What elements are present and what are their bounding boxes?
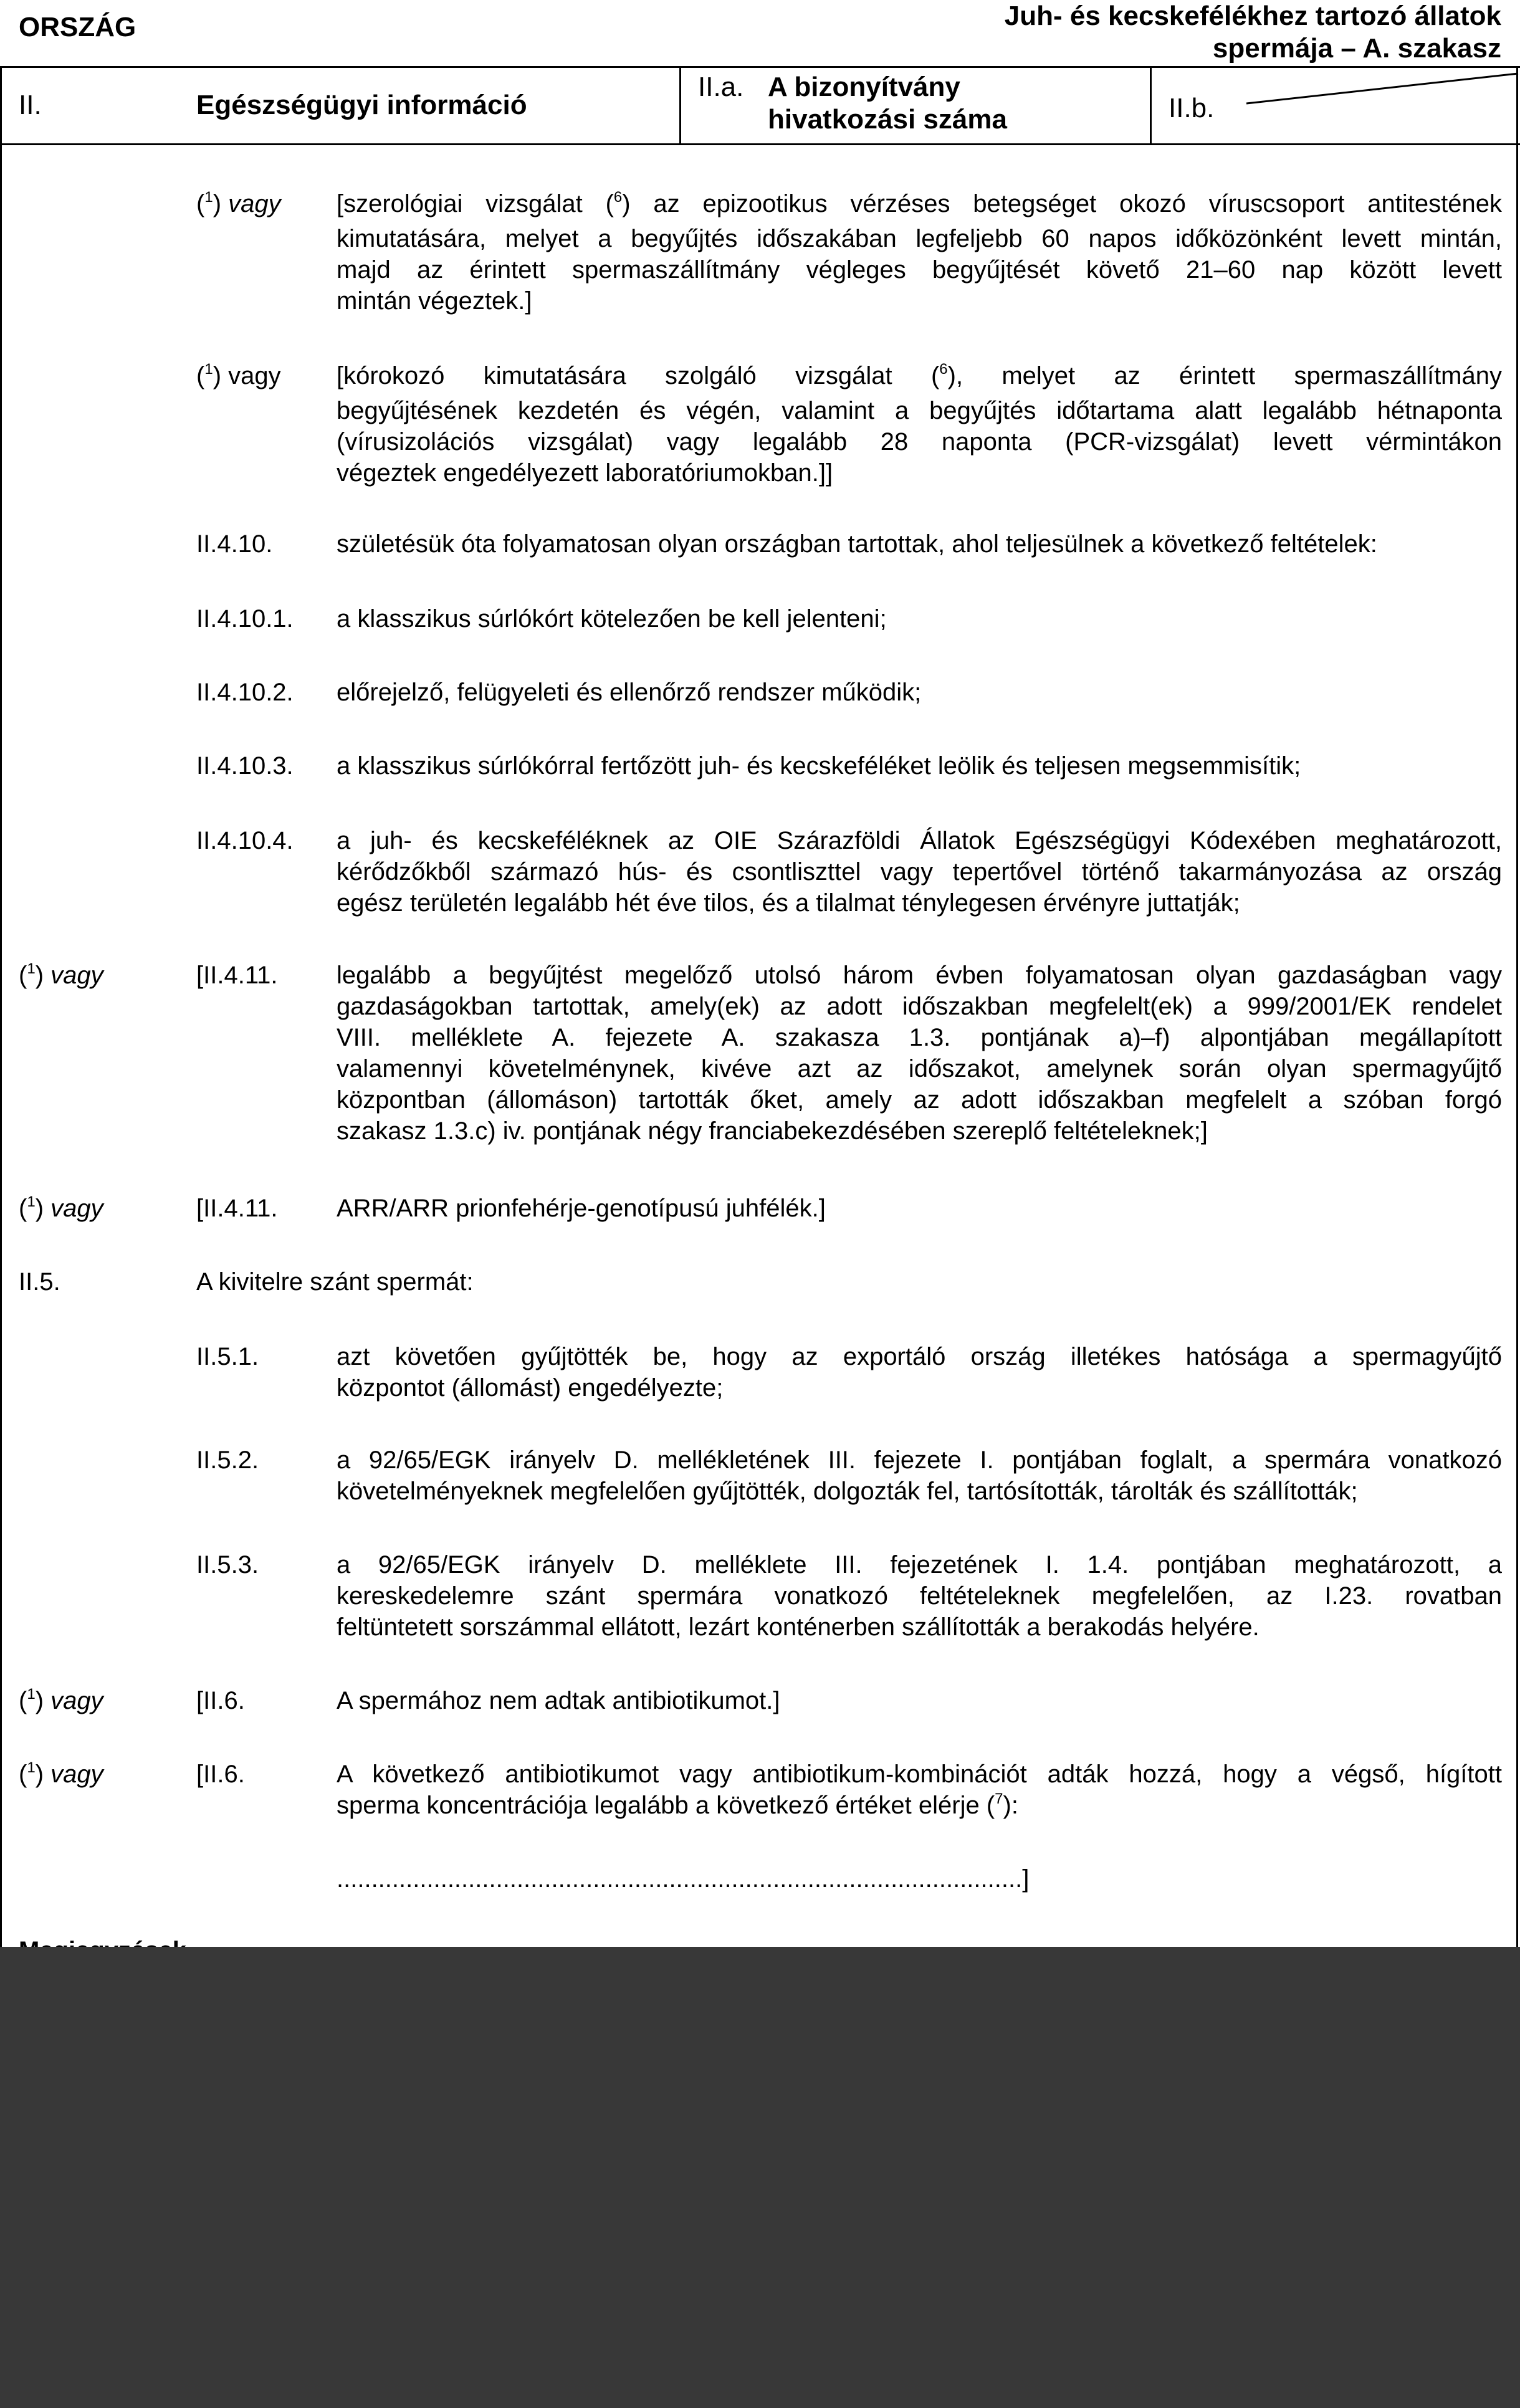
text-line: legalább a begyűjtést megelőző utolsó három évben folyamatosan olyan gazdaságban vagy xyxy=(337,962,1502,989)
text-line: sperma koncentrációja legalább a következő értéket elérje ($^7$): xyxy=(337,1790,1018,1819)
text-line: mintán végeztek.] xyxy=(337,287,532,315)
clause-text: előrejelző, felügyeleti és ellenőrző rendszer működik; xyxy=(337,679,922,706)
clause-number: [II.4.11. xyxy=(196,962,278,989)
ref-b-label: II.b. xyxy=(1169,93,1215,123)
pathogen-test-paragraph xyxy=(337,360,1502,489)
text-line: [kórokozó kimutatására szolgáló vizsgálat ($^6$), melyet az érintett spermaszállítmány xyxy=(337,361,1502,389)
clause-text xyxy=(337,1341,1502,1403)
text-line: feltüntetett sorszámmal ellátott, lezárt konténerben szállították a berakodás helyére. xyxy=(337,1613,1259,1641)
redaction-band xyxy=(0,1947,1520,2408)
text-line: majd az érintett spermaszállítmány végleges begyűjtését követő 21–60 nap között levett xyxy=(337,256,1502,284)
clause-text xyxy=(337,825,1502,919)
option-word: vagy xyxy=(50,1195,103,1222)
footnote-ref: 7 xyxy=(995,1790,1003,1807)
footnote-ref: 1 xyxy=(204,361,213,378)
option-marker: ($^1$) vagy xyxy=(19,960,103,989)
text-line: [szerológiai vizsgálat ($^6$) az epizootikus vérzéses betegséget okozó víruscsoport antitestének xyxy=(337,189,1503,217)
section-text: A kivitelre szánt spermát: xyxy=(196,1268,474,1296)
clause-text xyxy=(337,960,1502,1147)
country-label: ORSZÁG xyxy=(19,12,136,42)
footnote-ref: 6 xyxy=(613,189,623,206)
text-line: A következő antibiotikumot vagy antibiotikum-kombinációt adták hozzá, hogy a végső, hígított xyxy=(337,1761,1502,1788)
text-line: a juh- és kecskeféléknek az OIE Szárazföldi Állatok Egészségügyi Kódexében meghatározott, xyxy=(337,827,1502,854)
text-line: kimutatására, melyet a begyűjtés időszakában legfeljebb 60 napos időközönként levett mintán, xyxy=(337,225,1502,252)
antibiotic-fill-in-line: ...................................................................................................] xyxy=(337,1865,1030,1893)
option-marker: ($^1$) vagy xyxy=(19,1193,103,1222)
text-line: egész területén legalább hét éve tilos, és a tilalmat ténylegesen érvényre juttatják; xyxy=(337,889,1240,917)
option-marker: ($^1$) vagy xyxy=(196,361,281,389)
text-line: kérődzőkből származó hús- és csontliszttel vagy tepertővel történő takarmányozása az ország xyxy=(337,858,1502,886)
reference-number-title-line2: hivatkozási száma xyxy=(768,104,1007,135)
section-number: II. xyxy=(19,90,42,120)
clause-number: II.4.10. xyxy=(196,530,273,558)
text-line: valamennyi követelménynek, kivéve azt az időszakot, amelynek során olyan spermagyűjtő xyxy=(337,1055,1502,1082)
certificate-title-line2: spermája – A. szakasz xyxy=(1212,33,1501,64)
clause-number: II.4.10.2. xyxy=(196,679,294,706)
option-word: vagy xyxy=(50,1761,103,1788)
clause-text: a klasszikus súrlókórral fertőzött juh- és kecskeféléket leölik és teljesen megsemmisítik; xyxy=(337,752,1301,780)
clause-number: II.4.10.3. xyxy=(196,752,294,780)
footnote-ref: 1 xyxy=(27,1759,36,1776)
text-line: gazdaságokban tartottak, amely(ek) az adott időszakban megfelelt(ek) a 999/2001/EK rendelet xyxy=(337,993,1502,1020)
clause-text xyxy=(337,1549,1502,1643)
certificate-title-line1: Juh- és kecskefélékhez tartozó állatok xyxy=(1004,1,1501,31)
text-line: (vírusizolációs vizsgálat) vagy legalább 28 naponta (PCR-vizsgálat) levett vérmintákon xyxy=(337,428,1502,456)
option-marker: ($^1$) vagy xyxy=(19,1759,103,1788)
footnote-ref: 1 xyxy=(27,960,36,977)
clause-text: a klasszikus súrlókórt kötelezően be kell jelenteni; xyxy=(337,605,887,633)
clause-number: II.4.10.4. xyxy=(196,827,294,854)
ref-a-label: II.a. xyxy=(698,72,744,102)
section-number: II.5. xyxy=(19,1268,60,1296)
clause-number: II.5.1. xyxy=(196,1343,259,1370)
text-line: a 92/65/EGK irányelv D. melléklete III. fejezetének I. 1.4. pontjában meghatározott, a xyxy=(337,1551,1502,1579)
option-word: vagy xyxy=(228,362,281,389)
option-marker: ($^1$) vagy xyxy=(196,189,281,217)
clause-number: II.4.10.1. xyxy=(196,605,294,633)
option-word: vagy xyxy=(228,190,281,217)
clause-text: ARR/ARR prionfehérje-genotípusú juhfélék.] xyxy=(337,1195,826,1222)
footnote-ref: 1 xyxy=(204,189,213,206)
text-line: központban (állomáson) tartották őket, amely az adott időszakban megfelelt a szóban forgó xyxy=(337,1086,1502,1114)
text-line: a 92/65/EGK irányelv D. mellékletének III. fejezete I. pontjában foglalt, a spermára vonatkozó xyxy=(337,1446,1502,1474)
clause-number: [II.4.11. xyxy=(196,1195,278,1222)
text-line: VIII. melléklete A. fejezete A. szakasza 1.3. pontjának a)–f) alpontjában megállapított xyxy=(337,1024,1502,1051)
clause-number: [II.6. xyxy=(196,1761,245,1788)
clause-number: II.5.3. xyxy=(196,1551,259,1579)
text-line: azt követően gyűjtötték be, hogy az exportáló ország illetékes hatósága a spermagyűjtő xyxy=(337,1343,1502,1370)
option-word: vagy xyxy=(50,1687,103,1714)
clause-text xyxy=(337,1759,1502,1825)
option-marker: ($^1$) vagy xyxy=(19,1686,103,1714)
text-line: szakasz 1.3.c) iv. pontjának négy franciabekezdésében szereplő feltételeknek;] xyxy=(337,1117,1208,1145)
text-line: követelményeknek megfelelően gyűjtötték, dolgozták fel, tartósították, tárolták és szállították; xyxy=(337,1478,1358,1505)
serology-test-paragraph xyxy=(337,188,1502,317)
clause-text: születésük óta folyamatosan olyan országban tartottak, ahol teljesülnek a következő feltételek: xyxy=(337,530,1377,558)
text-line: kereskedelemre szánt spermára vonatkozó feltételeknek megfelelően, az I.23. rovatban xyxy=(337,1582,1502,1610)
clause-number: [II.6. xyxy=(196,1687,245,1714)
clause-text xyxy=(337,1445,1502,1507)
text-line: begyűjtésének kezdetén és végén, valamint a begyűjtés időtartama alatt legalább hétnaponta xyxy=(337,397,1502,424)
footnote-ref: 1 xyxy=(27,1686,36,1703)
footnote-ref: 6 xyxy=(939,361,948,378)
option-word: vagy xyxy=(50,962,103,989)
clause-text: A spermához nem adtak antibiotikumot.] xyxy=(337,1687,780,1714)
text-line: végeztek engedélyezett laboratóriumokban.]] xyxy=(337,459,833,487)
clause-number: II.5.2. xyxy=(196,1446,259,1474)
text-line: központot (állomást) engedélyezte; xyxy=(337,1374,724,1402)
reference-number-title-line1: A bizonyítvány xyxy=(768,72,960,102)
footnote-ref: 1 xyxy=(27,1193,36,1210)
section-title: Egészségügyi információ xyxy=(196,90,527,120)
